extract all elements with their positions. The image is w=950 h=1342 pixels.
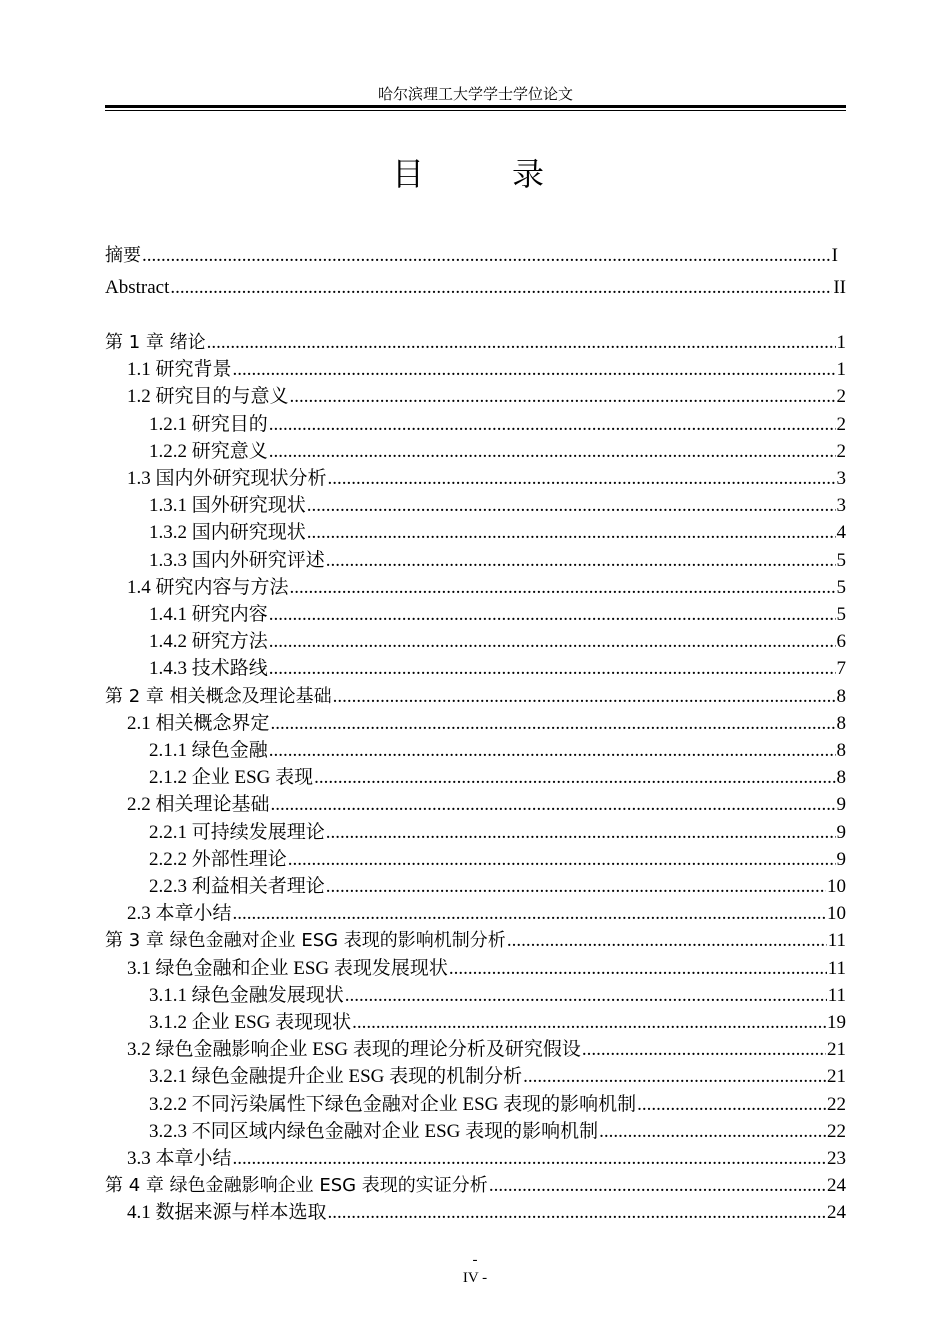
toc-entry-label: 1.2.2 研究意义 — [149, 440, 268, 462]
toc-entry-label: 1.3 国内外研究现状分析 — [127, 468, 327, 489]
toc-entry-label: 第 1 章 绪论 — [105, 332, 206, 353]
toc-entry-page: 23 — [827, 1148, 846, 1169]
toc-entry-page: 21 — [827, 1066, 846, 1088]
toc-entry-page: 5 — [836, 604, 846, 625]
dot-leader — [333, 683, 836, 710]
toc-entry-label: 1.1 研究背景 — [127, 359, 232, 381]
toc-entry-subsection[interactable] — [149, 764, 846, 791]
toc-entry-label: 2.2 相关理论基础 — [127, 794, 270, 816]
toc-entry-page: 22 — [827, 1120, 846, 1142]
toc-entry-subsection[interactable] — [149, 438, 846, 465]
toc-entry-subsection[interactable] — [149, 1118, 846, 1145]
toc-title: 目 录 — [391, 155, 572, 193]
toc-entry-label: 3.3 本章小结 — [127, 1148, 232, 1169]
header-rule-thick — [105, 105, 846, 108]
toc-entry-subsection[interactable] — [149, 737, 846, 764]
dot-leader — [269, 411, 836, 438]
dot-leader — [170, 274, 832, 301]
dot-leader — [449, 955, 827, 982]
toc-entry-page: 11 — [827, 930, 846, 952]
dot-leader — [233, 356, 836, 383]
toc-entry-chapter[interactable] — [105, 927, 846, 954]
toc-entry-page: 11 — [827, 957, 846, 979]
toc-entry-label: 3.2.3 不同区域内绿色金融对企业 ESG 表现的影响机制 — [149, 1120, 599, 1142]
toc-entry-label: 1.4.3 技术路线 — [149, 658, 268, 680]
dot-leader — [582, 1036, 826, 1063]
dot-leader — [271, 710, 836, 737]
toc-entry-subsection[interactable] — [149, 601, 846, 628]
dot-leader — [345, 982, 827, 1009]
dot-leader — [233, 1145, 826, 1172]
toc-entry-page: 9 — [836, 821, 846, 843]
toc-entry-label: 2.3 本章小结 — [127, 903, 232, 925]
dot-leader — [269, 737, 836, 764]
toc-entry-page: 1 — [836, 332, 846, 353]
running-header: 哈尔滨理工大学学士学位论文 — [377, 87, 573, 103]
toc-entry-label: 1.4 研究内容与方法 — [127, 576, 289, 598]
header-rule-thin — [105, 110, 846, 111]
toc-entry-page: 2 — [836, 413, 846, 435]
toc-entry-label: 第 4 章 绿色金融影响企业 ESG 表现的实证分析 — [105, 1175, 488, 1197]
toc-entry-section[interactable] — [127, 465, 846, 492]
toc-entry-page: 2 — [836, 386, 846, 408]
toc-entry-label: 1.3.2 国内研究现状 — [149, 522, 306, 544]
toc-entry-page: 7 — [836, 658, 846, 680]
toc-entry-chapter[interactable] — [105, 329, 846, 356]
toc-entry-label: 3.1.1 绿色金融发展现状 — [149, 984, 344, 1006]
toc-entry-label: 第 3 章 绿色金融对企业 ESG 表现的影响机制分析 — [105, 930, 506, 952]
toc-entry-page: 24 — [827, 1175, 846, 1197]
toc-entry-label: 1.4.2 研究方法 — [149, 631, 268, 653]
toc-entry-subsection[interactable] — [149, 982, 846, 1009]
toc-entry-page: 8 — [836, 740, 846, 761]
toc-entry-section[interactable] — [127, 955, 846, 982]
toc-entry-subsection[interactable] — [149, 1009, 846, 1036]
dot-leader — [328, 465, 836, 492]
toc-entry-label: 2.1 相关概念界定 — [127, 712, 270, 734]
dot-leader — [326, 819, 836, 846]
toc-entry-page: 10 — [827, 903, 846, 925]
toc-entry-subsection[interactable] — [149, 819, 846, 846]
toc-entry-page: 19 — [827, 1012, 846, 1033]
toc-entry-page: II — [833, 277, 846, 298]
dot-leader — [290, 574, 836, 601]
toc-entry-chapter[interactable] — [105, 242, 838, 269]
toc-entry-label: 1.3.1 国外研究现状 — [149, 495, 306, 517]
toc-entry-page: 8 — [836, 767, 846, 789]
toc-entry-label: 3.1 绿色金融和企业 ESG 表现发展现状 — [127, 957, 448, 979]
toc-entry-label: 1.3.3 国内外研究评述 — [149, 549, 325, 571]
toc-entry-label: 1.4.1 研究内容 — [149, 604, 268, 625]
toc-entry-page: 3 — [836, 468, 846, 489]
dot-leader — [523, 1063, 826, 1090]
toc-entry-subsection[interactable] — [149, 519, 846, 546]
footer-dash: - — [472, 1252, 478, 1268]
toc-entry-page: 11 — [827, 984, 846, 1006]
toc-entry-label: 3.1.2 企业 ESG 表现现状 — [149, 1012, 352, 1033]
toc-entry-page: 10 — [827, 876, 846, 897]
toc-entry-page: 21 — [827, 1039, 846, 1061]
toc-entry-label: 2.2.3 利益相关者理论 — [149, 876, 325, 897]
toc-entry-chapter[interactable] — [105, 1172, 846, 1199]
dot-leader — [307, 492, 836, 519]
toc-entry-page: I — [831, 245, 838, 266]
toc-entry-label: 3.2.2 不同污染属性下绿色金融对企业 ESG 表现的影响机制 — [149, 1093, 637, 1115]
toc-entry-subsection[interactable] — [149, 547, 846, 574]
toc-entry-chapter[interactable] — [105, 274, 846, 301]
toc-entry-page: 8 — [836, 712, 846, 734]
toc-entry-section[interactable] — [127, 1145, 846, 1172]
toc-entry-chapter[interactable] — [105, 683, 846, 710]
dot-leader — [288, 846, 836, 873]
toc-entry-label: 摘要 — [105, 245, 141, 266]
toc-entry-page: 6 — [836, 631, 846, 653]
dot-leader — [269, 655, 836, 682]
dot-leader — [233, 900, 826, 927]
toc-entry-label: 4.1 数据来源与样本选取 — [127, 1202, 327, 1224]
toc-entry-section[interactable] — [127, 1036, 846, 1063]
toc-entry-subsection[interactable] — [149, 655, 846, 682]
dot-leader — [489, 1172, 826, 1199]
toc-entry-subsection[interactable] — [149, 1063, 846, 1090]
toc-entry-page: 24 — [827, 1202, 846, 1224]
toc-entry-section[interactable] — [127, 791, 846, 818]
toc-entry-page: 1 — [836, 359, 846, 381]
toc-entry-label: 1.2 研究目的与意义 — [127, 386, 289, 408]
dot-leader — [269, 628, 836, 655]
dot-leader — [328, 1199, 826, 1226]
toc-entry-section[interactable] — [127, 356, 846, 383]
toc-entry-subsection[interactable] — [149, 411, 846, 438]
toc-entry-page: 22 — [827, 1093, 846, 1115]
toc-entry-section[interactable] — [127, 574, 846, 601]
dot-leader — [352, 1009, 826, 1036]
toc-entry-label: 2.1.2 企业 ESG 表现 — [149, 767, 314, 789]
dot-leader — [271, 791, 836, 818]
dot-leader — [142, 242, 831, 269]
toc-entry-subsection[interactable] — [149, 1091, 846, 1118]
page-number: IV - — [462, 1270, 488, 1286]
dot-leader — [269, 438, 836, 465]
toc-entry-section[interactable] — [127, 900, 846, 927]
toc-entry-section[interactable] — [127, 1199, 846, 1226]
dot-leader — [269, 601, 836, 628]
toc-entry-page: 9 — [836, 794, 846, 816]
toc-entry-section[interactable] — [127, 710, 846, 737]
toc-entry-label: 1.2.1 研究目的 — [149, 413, 268, 435]
toc-entry-label: 3.2 绿色金融影响企业 ESG 表现的理论分析及研究假设 — [127, 1039, 581, 1061]
toc-entry-subsection[interactable] — [149, 873, 846, 900]
toc-entry-subsection[interactable] — [149, 492, 846, 519]
toc-entry-section[interactable] — [127, 383, 846, 410]
toc-entry-page: 5 — [836, 549, 846, 571]
toc-entry-subsection[interactable] — [149, 846, 846, 873]
dot-leader — [326, 873, 826, 900]
toc-entry-label: 第 2 章 相关概念及理论基础 — [105, 685, 332, 707]
dot-leader — [599, 1118, 826, 1145]
dot-leader — [307, 519, 836, 546]
dot-leader — [290, 383, 836, 410]
toc-entry-label: 2.2.1 可持续发展理论 — [149, 821, 325, 843]
toc-entry-label: 2.2.2 外部性理论 — [149, 848, 287, 870]
dot-leader — [507, 927, 827, 954]
toc-entry-page: 2 — [836, 440, 846, 462]
dot-leader — [637, 1091, 826, 1118]
toc-entry-label: Abstract — [105, 277, 170, 298]
toc-entry-label: 3.2.1 绿色金融提升企业 ESG 表现的机制分析 — [149, 1066, 523, 1088]
toc-entry-page: 4 — [836, 522, 846, 544]
toc-entry-page: 5 — [836, 576, 846, 598]
dot-leader — [326, 547, 836, 574]
toc-entry-page: 8 — [836, 685, 846, 707]
toc-entry-page: 3 — [836, 495, 846, 517]
toc-entry-label: 2.1.1 绿色金融 — [149, 740, 268, 761]
dot-leader — [207, 329, 836, 356]
toc-entry-page: 9 — [836, 848, 846, 870]
dot-leader — [314, 764, 835, 791]
toc-entry-subsection[interactable] — [149, 628, 846, 655]
